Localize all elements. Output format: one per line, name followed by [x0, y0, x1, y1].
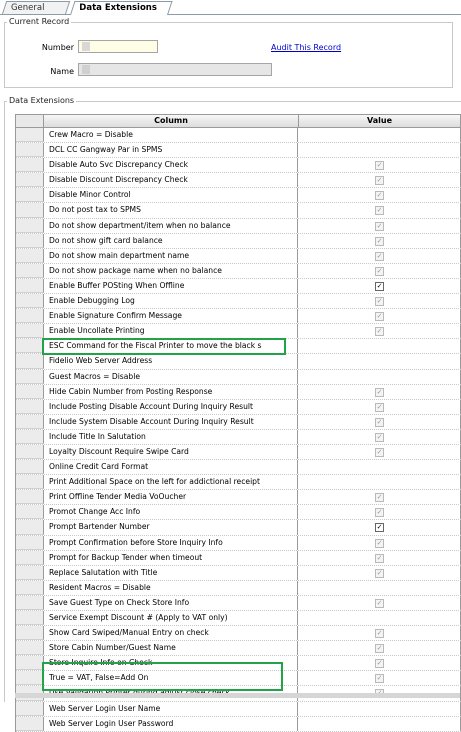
row-value[interactable] — [298, 158, 461, 172]
table-row[interactable] — [16, 611, 461, 626]
value-checkbox[interactable]: ✓ — [376, 266, 383, 275]
value-checkbox[interactable]: ✓ — [376, 297, 383, 306]
table-row[interactable] — [16, 219, 461, 234]
row-selector[interactable] — [16, 611, 44, 625]
value-checkbox[interactable]: ✓ — [376, 251, 383, 260]
row-value[interactable] — [298, 400, 461, 414]
grid-header — [16, 115, 461, 128]
row-column-name[interactable]: Disable Auto Svc Discrepancy Check — [44, 158, 298, 172]
grid-footer — [15, 693, 460, 698]
table-row[interactable] — [16, 460, 461, 475]
value-checkbox[interactable]: ✓ — [376, 281, 383, 290]
row-column-name[interactable]: Show Card Swiped/Manual Entry on check — [44, 626, 298, 640]
table-row[interactable] — [16, 430, 461, 445]
row-selector[interactable] — [16, 520, 44, 534]
row-selector[interactable] — [16, 188, 44, 202]
row-value[interactable] — [298, 626, 461, 640]
row-column-name[interactable]: Web Server Login User Password — [44, 717, 298, 731]
row-column-name[interactable]: Service Exempt Discount # (Apply to VAT only) — [44, 611, 298, 625]
value-checkbox[interactable]: ✓ — [376, 402, 383, 411]
value-checkbox[interactable]: ✓ — [376, 236, 383, 245]
tab-strip — [0, 0, 461, 15]
row-selector[interactable] — [16, 264, 44, 278]
table-row[interactable] — [16, 505, 461, 520]
table-row[interactable] — [16, 566, 461, 581]
row-selector[interactable] — [16, 219, 44, 233]
value-checkbox[interactable]: ✓ — [376, 629, 383, 638]
row-selector[interactable] — [16, 294, 44, 308]
table-row[interactable] — [16, 520, 461, 535]
row-value[interactable] — [298, 279, 461, 293]
row-column-name[interactable]: ESC Command for the Fiscal Printer to move the black s — [44, 339, 298, 353]
table-row[interactable] — [16, 279, 461, 294]
row-selector[interactable] — [16, 656, 44, 670]
value-checkbox[interactable]: ✓ — [376, 508, 383, 517]
audit-this-record-link[interactable]: Audit This Record — [271, 43, 342, 52]
number-field-value-mask — [82, 42, 90, 51]
row-value[interactable] — [298, 249, 461, 263]
row-value[interactable] — [298, 294, 461, 308]
row-value[interactable] — [298, 385, 461, 399]
table-row[interactable] — [16, 626, 461, 641]
table-row[interactable] — [16, 717, 461, 732]
table-row[interactable] — [16, 641, 461, 656]
table-row[interactable] — [16, 445, 461, 460]
row-column-name[interactable]: Online Credit Card Format — [44, 460, 298, 474]
table-row[interactable] — [16, 415, 461, 430]
row-selector[interactable] — [16, 490, 44, 504]
row-selector[interactable] — [16, 173, 44, 187]
row-value[interactable] — [298, 143, 461, 157]
row-value[interactable] — [298, 339, 461, 353]
row-selector[interactable] — [16, 400, 44, 414]
row-selector[interactable] — [16, 596, 44, 610]
row-selector[interactable] — [16, 143, 44, 157]
row-value[interactable] — [298, 641, 461, 655]
header-value[interactable]: Value — [299, 115, 461, 127]
row-value[interactable] — [298, 234, 461, 248]
table-row[interactable] — [16, 234, 461, 249]
number-field[interactable] — [78, 40, 158, 53]
row-column-name[interactable]: Do not show main department name — [44, 249, 298, 263]
row-value[interactable] — [298, 445, 461, 459]
number-label: Number — [41, 43, 74, 52]
row-selector[interactable] — [16, 460, 44, 474]
row-value[interactable] — [298, 505, 461, 519]
row-selector[interactable] — [16, 717, 44, 731]
row-value[interactable] — [298, 475, 461, 489]
table-row[interactable] — [16, 581, 461, 596]
table-row[interactable] — [16, 249, 461, 264]
row-column-name[interactable]: Print Additional Space on the left for addictional receipt — [44, 475, 298, 489]
row-value[interactable] — [298, 460, 461, 474]
value-checkbox[interactable]: ✓ — [376, 538, 383, 547]
value-checkbox[interactable]: ✓ — [376, 161, 383, 170]
row-selector[interactable] — [16, 158, 44, 172]
table-row[interactable] — [16, 475, 461, 490]
row-selector[interactable] — [16, 234, 44, 248]
row-column-name[interactable]: Fidelio Web Server Address — [44, 354, 298, 368]
table-row[interactable] — [16, 158, 461, 173]
value-checkbox[interactable]: ✓ — [376, 176, 383, 185]
row-value[interactable] — [298, 203, 461, 217]
row-selector[interactable] — [16, 702, 44, 716]
row-value[interactable] — [298, 415, 461, 429]
row-column-name[interactable]: Disable Minor Control — [44, 188, 298, 202]
value-checkbox[interactable]: ✓ — [376, 493, 383, 502]
row-value[interactable] — [298, 611, 461, 625]
row-column-name[interactable]: Include Title In Salutation — [44, 430, 298, 444]
table-row[interactable] — [16, 143, 461, 158]
header-selector-cell — [16, 115, 44, 127]
row-column-name[interactable]: Save Guest Type on Check Store Info — [44, 596, 298, 610]
value-checkbox[interactable]: ✓ — [376, 312, 383, 321]
row-column-name[interactable]: Print Offline Tender Media VoOucher — [44, 490, 298, 504]
tab-data-extensions[interactable] — [70, 1, 173, 15]
row-selector[interactable] — [16, 581, 44, 595]
value-checkbox[interactable]: ✓ — [376, 221, 383, 230]
tab-data-extensions-label: Data Extensions — [79, 3, 157, 13]
table-row[interactable] — [16, 203, 461, 218]
row-column-name[interactable]: Web Server Login User Name — [44, 702, 298, 716]
value-checkbox[interactable]: ✓ — [376, 327, 383, 336]
row-column-name[interactable]: True = VAT, False=Add On — [44, 671, 298, 685]
row-selector[interactable] — [16, 671, 44, 685]
row-selector[interactable] — [16, 354, 44, 368]
name-label: Name — [50, 67, 74, 76]
table-row[interactable] — [16, 490, 461, 505]
value-checkbox[interactable]: ✓ — [376, 432, 383, 441]
row-column-name[interactable]: Crew Macro = Disable — [44, 128, 298, 142]
table-row[interactable] — [16, 596, 461, 611]
row-value[interactable] — [298, 596, 461, 610]
row-column-name[interactable]: Promot Change Acc Info — [44, 505, 298, 519]
table-row[interactable] — [16, 400, 461, 415]
value-checkbox[interactable]: ✓ — [376, 598, 383, 607]
value-checkbox[interactable]: ✓ — [376, 417, 383, 426]
row-column-name[interactable]: Enable Debugging Log — [44, 294, 298, 308]
table-row[interactable] — [16, 354, 461, 369]
row-value[interactable] — [298, 671, 461, 685]
row-selector[interactable] — [16, 445, 44, 459]
table-row[interactable] — [16, 385, 461, 400]
row-value[interactable] — [298, 536, 461, 550]
data-extensions-grid — [15, 114, 461, 732]
row-column-name[interactable]: DCL CC Gangway Par in SPMS — [44, 143, 298, 157]
row-column-name[interactable]: Replace Salutation with Title — [44, 566, 298, 580]
row-selector[interactable] — [16, 279, 44, 293]
row-value[interactable] — [298, 370, 461, 384]
table-row[interactable] — [16, 309, 461, 324]
row-selector[interactable] — [16, 128, 44, 142]
value-checkbox[interactable]: ✓ — [376, 568, 383, 577]
row-selector[interactable] — [16, 339, 44, 353]
row-selector[interactable] — [16, 566, 44, 580]
value-checkbox[interactable]: ✓ — [376, 553, 383, 562]
row-column-name[interactable]: Do not show department/item when no balance — [44, 219, 298, 233]
table-row[interactable] — [16, 702, 461, 717]
row-column-name[interactable]: Prompt for Backup Tender when timeout — [44, 551, 298, 565]
table-row[interactable] — [16, 536, 461, 551]
row-value[interactable] — [298, 309, 461, 323]
row-column-name[interactable]: Prompt Confirmation before Store Inquiry Info — [44, 536, 298, 550]
row-selector[interactable] — [16, 551, 44, 565]
row-value[interactable] — [298, 188, 461, 202]
row-column-name[interactable]: Do not show package name when no balance — [44, 264, 298, 278]
row-column-name[interactable]: Include Posting Disable Account During Inquiry Result — [44, 400, 298, 414]
value-checkbox[interactable]: ✓ — [376, 191, 383, 200]
row-value[interactable] — [298, 717, 461, 731]
value-checkbox[interactable]: ✓ — [376, 387, 383, 396]
header-column[interactable]: Column — [44, 115, 299, 127]
row-selector[interactable] — [16, 324, 44, 338]
row-value[interactable] — [298, 551, 461, 565]
value-checkbox[interactable]: ✓ — [376, 659, 383, 668]
row-selector[interactable] — [16, 505, 44, 519]
row-value[interactable] — [298, 354, 461, 368]
current-record-legend: Current Record — [9, 17, 70, 26]
row-value[interactable] — [298, 581, 461, 595]
row-selector[interactable] — [16, 249, 44, 263]
value-checkbox[interactable]: ✓ — [376, 644, 383, 653]
highlight-fidelio-web-server-address — [42, 338, 286, 355]
row-selector[interactable] — [16, 415, 44, 429]
current-record-group — [4, 22, 453, 88]
value-checkbox[interactable]: ✓ — [376, 523, 383, 532]
row-column-name[interactable]: Enable Buffer POSting When Offline — [44, 279, 298, 293]
row-value[interactable] — [298, 173, 461, 187]
row-column-name[interactable]: Hide Cabin Number from Posting Response — [44, 385, 298, 399]
tab-general[interactable] — [2, 1, 70, 14]
name-field[interactable] — [78, 63, 272, 76]
row-value[interactable] — [298, 702, 461, 716]
row-column-name[interactable]: Do not post tax to SPMS — [44, 203, 298, 217]
row-selector[interactable] — [16, 626, 44, 640]
row-column-name[interactable]: Store Inquire Info on Check — [44, 656, 298, 670]
row-selector[interactable] — [16, 536, 44, 550]
row-column-name[interactable]: Prompt Bartender Number — [44, 520, 298, 534]
table-row[interactable] — [16, 294, 461, 309]
row-column-name[interactable]: Enable Signature Confirm Message — [44, 309, 298, 323]
value-checkbox[interactable]: ✓ — [376, 206, 383, 215]
row-column-name[interactable]: Disable Discount Discrepancy Check — [44, 173, 298, 187]
table-row[interactable] — [16, 370, 461, 385]
table-row[interactable] — [16, 188, 461, 203]
row-value[interactable] — [298, 566, 461, 580]
row-column-name[interactable]: Loyalty Discount Require Swipe Card — [44, 445, 298, 459]
row-value[interactable] — [298, 490, 461, 504]
row-selector[interactable] — [16, 475, 44, 489]
row-column-name[interactable]: Resident Macros = Disable — [44, 581, 298, 595]
row-selector[interactable] — [16, 385, 44, 399]
value-checkbox[interactable]: ✓ — [376, 447, 383, 456]
row-selector[interactable] — [16, 309, 44, 323]
row-selector[interactable] — [16, 370, 44, 384]
table-row[interactable] — [16, 551, 461, 566]
row-selector[interactable] — [16, 203, 44, 217]
row-selector[interactable] — [16, 641, 44, 655]
row-column-name[interactable]: Include System Disable Account During Inquiry Result — [44, 415, 298, 429]
name-field-value-mask — [82, 65, 90, 74]
row-selector[interactable] — [16, 430, 44, 444]
row-column-name[interactable]: Do not show gift card balance — [44, 234, 298, 248]
row-value[interactable] — [298, 430, 461, 444]
value-checkbox[interactable]: ✓ — [376, 674, 383, 683]
row-column-name[interactable]: Store Cabin Number/Guest Name — [44, 641, 298, 655]
row-value[interactable] — [298, 324, 461, 338]
row-column-name[interactable]: Guest Macros = Disable — [44, 370, 298, 384]
table-row[interactable] — [16, 264, 461, 279]
row-value[interactable] — [298, 656, 461, 670]
highlight-web-server-login — [42, 662, 283, 691]
table-row[interactable] — [16, 128, 461, 143]
row-value[interactable] — [298, 128, 461, 142]
row-value[interactable] — [298, 264, 461, 278]
tab-general-label: General — [10, 3, 45, 13]
row-value[interactable] — [298, 520, 461, 534]
row-value[interactable] — [298, 219, 461, 233]
table-row[interactable] — [16, 173, 461, 188]
row-column-name[interactable]: Enable Uncollate Printing — [44, 324, 298, 338]
data-extensions-legend: Data Extensions — [9, 96, 75, 105]
